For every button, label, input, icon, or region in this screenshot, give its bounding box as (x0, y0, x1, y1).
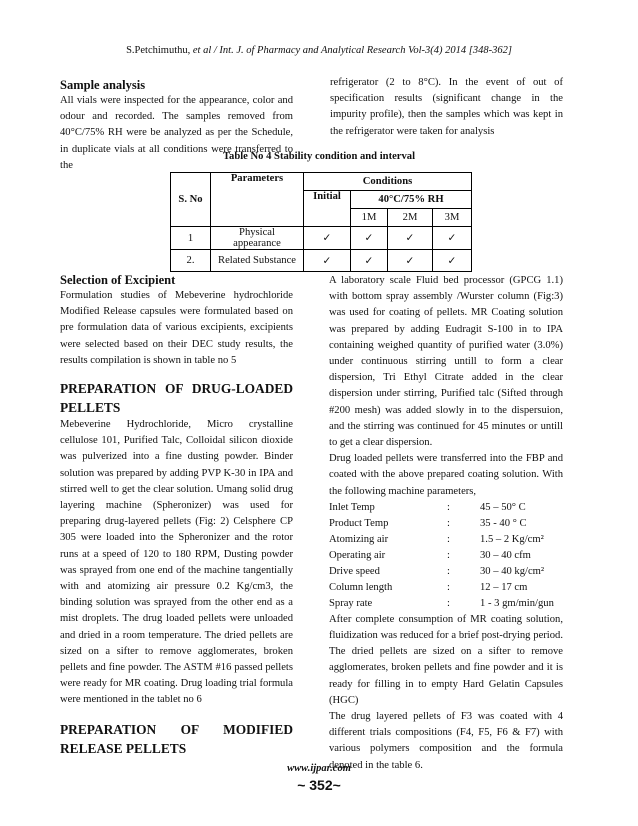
param-sep: : (447, 501, 450, 513)
header-month: 3M (433, 209, 472, 227)
param-name: Spray rate (329, 597, 373, 609)
sample-analysis-text: All vials were inspected for the appearance, color and odour and recorded. The samples removed from 40°C/75% RH were be analyzed as per the Schedule, in duplicate vials at all conditions were transferred to the (60, 95, 293, 171)
header-sno: S. No (171, 173, 211, 227)
check-mark: ✓ (304, 250, 351, 272)
header-citation: et al / Int. J. of Pharmacy and Analytical Research Vol-3(4) 2014 [348-362] (190, 45, 512, 56)
param-row (329, 548, 563, 564)
param-name: Product Temp (329, 517, 389, 529)
param-value: 12 – 17 cm (480, 581, 528, 593)
row-sno: 1 (171, 227, 211, 250)
row-param: Physical appearance (211, 227, 304, 250)
param-name: Drive speed (329, 565, 380, 577)
post-drying-paragraph: After complete consumption of MR coating solution, fluidization was reduced for a brief post-drying period. The dried pellets are sized on a sifter to remove agglomerates, broken pellets and fine powder and it is ready for filling in to empty Hard Gelatin Capsules (HGC) (329, 613, 563, 706)
param-sep: : (447, 565, 450, 577)
param-value: 1 - 3 gm/min/gun (480, 597, 554, 609)
param-name: Column length (329, 581, 393, 593)
check-mark: ✓ (433, 227, 472, 250)
param-row (329, 500, 563, 516)
stability-table (170, 172, 472, 272)
param-name: Operating air (329, 549, 386, 561)
coating-paragraph: Drug loaded pellets were transferred into the FBP and coated with the above prepared coating solution. With the following machine parameters, (329, 453, 563, 497)
param-sep: : (447, 581, 450, 593)
param-row (329, 516, 563, 532)
selection-excipient-heading: Selection of Excipient (60, 273, 176, 287)
param-name: Inlet Temp (329, 501, 375, 513)
page-number: ~ 352~ (297, 777, 341, 793)
header-rh: 40°C/75% RH (351, 191, 472, 209)
header-authors: S.Petchimuthu, (126, 45, 191, 56)
check-mark: ✓ (351, 227, 388, 250)
param-row (329, 532, 563, 548)
param-sep: : (447, 549, 450, 561)
prep-modified-release-heading: PREPARATION OF MODIFIED RELEASE PELLETS (60, 721, 293, 756)
check-mark: ✓ (388, 227, 433, 250)
param-value: 30 – 40 cfm (480, 549, 531, 561)
left-column (60, 272, 293, 758)
sample-analysis-heading: Sample analysis (60, 78, 146, 92)
trials-paragraph: The drug layered pellets of F3 was coated with 4 different trials compositions (F4, F5, F6 & F7) with various polymers composition and the formula denoted in the table 6. (329, 711, 563, 771)
param-row (329, 564, 563, 580)
footer-url[interactable]: www.ijpar.com (287, 763, 351, 774)
header-month: 1M (351, 209, 388, 227)
header-conditions: Conditions (304, 173, 472, 191)
check-mark: ✓ (351, 250, 388, 272)
param-value: 1.5 – 2 Kg/cm² (480, 533, 544, 545)
param-row (329, 596, 563, 612)
header-month: 2M (388, 209, 433, 227)
fbp-paragraph: A laboratory scale Fluid bed processor (GPCG 1.1) with bottom spray assembly /Wurster column (Fig:3) was used for coating of pellets. MR Coating solution was prepared by adding Eudragit S-100 in to IPA containing weighed quantity of purified water (3.0%) under continuous stirring untill to form a clear dispersion, Tri Ethyl Citrate added in the clear dispersion under stirring, Purified talc (Sifted through #200 mesh) was added slowly in to the dispersuion, and the stirring was continued for 45 minutes or untill to get a clear dispersion. (329, 275, 563, 449)
param-sep: : (447, 533, 450, 545)
param-value: 30 – 40 kg/cm² (480, 565, 545, 577)
table-row (171, 250, 472, 272)
machine-parameters (329, 500, 563, 612)
right-column (329, 273, 563, 774)
check-mark: ✓ (388, 250, 433, 272)
row-sno: 2. (171, 250, 211, 272)
check-mark: ✓ (433, 250, 472, 272)
header-initial: Initial (304, 191, 351, 227)
param-value: 35 - 40 ° C (480, 517, 527, 529)
header-parameters: Parameters (211, 173, 304, 227)
param-name: Atomizing air (329, 533, 389, 545)
table-row (171, 227, 472, 250)
prep-drug-loaded-text: Mebeverine Hydrochloride, Micro crystalline cellulose 101, Purified Talc, Colloidal silicon dioxide was pulverized into a fine dusting powder. Binder solution was prepared by adding PVP K-30 in IPA and stirred well to get the clear solution. Umang solid drug layering machine (Spheronizer) was used for preparing drug-layered pellets (Fig: 2) Celsphere CP 305 were loaded into the Spheronizer and the rotor runs at a speed of 120 to 180 RPM, Dusting powder was sprayed from one end of the machine tangentially with and atomizing air pressure 0.2 Kg/cm3, the binding solution was sprayed from the other end as a mist droplets. The drug loaded pellets were unloaded and dried in a room temperature. The dried pellets are sized on a sifter to remove agglomerates, broken pellets and fine powder. The ASTM #16 passed pellets were ready for MR coating. Drug loading trial formula were mentioned in the tablet no 6 (60, 419, 293, 706)
right-top-column (330, 75, 563, 140)
param-sep: : (447, 517, 450, 529)
prep-drug-loaded-heading: PREPARATION OF DRUG-LOADED PELLETS (60, 381, 293, 416)
check-mark: ✓ (304, 227, 351, 250)
row-param: Related Substance (211, 250, 304, 272)
selection-excipient-text: Formulation studies of Mebeverine hydrochloride Modified Release capsules were formulated based on pre formulation data of various excipients, excipients were selected based on their DEC study results, the results compilation is shown in table no 5 (60, 290, 293, 366)
param-sep: : (447, 597, 450, 609)
param-row (329, 580, 563, 596)
table-4-title: Table No 4 Stability condition and interval (222, 151, 416, 162)
param-value: 45 – 50° C (480, 501, 526, 513)
refrigerator-text: refrigerator (2 to 8°C). In the event of out of specification results (significant change in the impurity profile), then the samples which was kept in the refrigerator were taken for analysis (330, 77, 563, 137)
running-header (0, 45, 638, 56)
